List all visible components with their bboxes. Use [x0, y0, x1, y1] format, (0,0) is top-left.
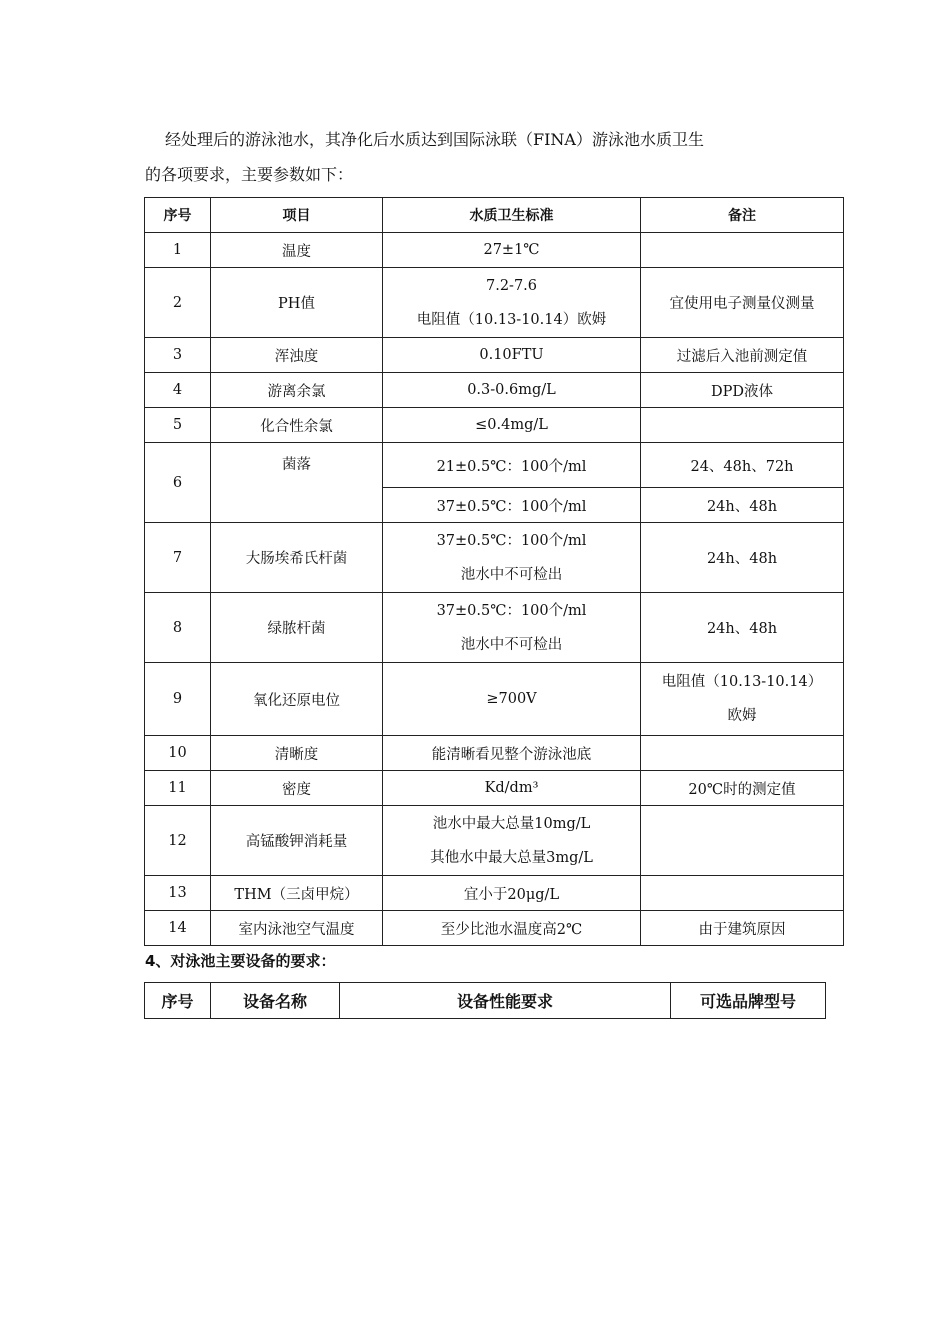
row-item: 高锰酸钾消耗量	[211, 806, 383, 876]
table-row	[145, 736, 844, 771]
row-standard	[383, 268, 641, 338]
row-standard: 至少比池水温度高2℃	[383, 911, 641, 946]
table-row	[145, 876, 844, 911]
row-note	[641, 663, 844, 736]
standard-line: 37±0.5℃：100个/ml	[436, 532, 587, 549]
row-standard: 0.3-0.6mg/L	[383, 373, 641, 408]
row-no: 4	[145, 373, 211, 408]
row-item: 化合性余氯	[211, 408, 383, 443]
row-standard: 0.10FTU	[383, 338, 641, 373]
row-note	[641, 736, 844, 771]
table-header-row	[145, 983, 826, 1019]
row-standard: ≥700V	[383, 663, 641, 736]
table-row	[145, 806, 844, 876]
row-standard: ≤0.4mg/L	[383, 408, 641, 443]
intro-line-1: 经处理后的游泳池水，其净化后水质达到国际泳联（FINA）游泳池水质卫生	[165, 130, 704, 149]
intro-line-2: 的各项要求，主要参数如下：	[145, 165, 354, 184]
table-row	[145, 771, 844, 806]
standard-line: 池水中最大总量10mg/L	[432, 815, 591, 832]
row-note	[641, 876, 844, 911]
row-note: 宜使用电子测量仪测量	[641, 268, 844, 338]
row-standard	[383, 523, 641, 593]
row-item: 游离余氯	[211, 373, 383, 408]
row-no: 10	[145, 736, 211, 771]
row-no: 5	[145, 408, 211, 443]
row-note: 由于建筑原因	[641, 911, 844, 946]
water-quality-table	[144, 197, 844, 946]
table-row	[145, 233, 844, 268]
header-brand-model: 可选品牌型号	[671, 983, 826, 1019]
row-note: 24h、48h	[641, 488, 844, 523]
row-standard: 能清晰看见整个游泳池底	[383, 736, 641, 771]
intro-paragraph	[145, 122, 825, 192]
row-item: 菌落	[211, 443, 383, 523]
row-note	[641, 806, 844, 876]
row-standard	[383, 806, 641, 876]
table-row	[145, 443, 844, 488]
row-item: 大肠埃希氏杆菌	[211, 523, 383, 593]
row-note: 24h、48h	[641, 523, 844, 593]
table-row	[145, 268, 844, 338]
row-standard: 27±1℃	[383, 233, 641, 268]
table-row	[145, 911, 844, 946]
table-row	[145, 373, 844, 408]
table-row	[145, 663, 844, 736]
row-item: 温度	[211, 233, 383, 268]
row-note	[641, 233, 844, 268]
row-no: 2	[145, 268, 211, 338]
row-item: THM（三卤甲烷）	[211, 876, 383, 911]
table-row	[145, 523, 844, 593]
row-standard: 宜小于20μg/L	[383, 876, 641, 911]
standard-line: 池水中不可检出	[460, 566, 563, 583]
header-note: 备注	[641, 198, 844, 233]
row-item: 室内泳池空气温度	[211, 911, 383, 946]
note-line: 电阻值（10.13-10.14）	[661, 674, 823, 690]
standard-line: 电阻值（10.13-10.14）欧姆	[416, 311, 607, 328]
row-item: 浑浊度	[211, 338, 383, 373]
row-no: 14	[145, 911, 211, 946]
row-standard	[383, 593, 641, 663]
row-note	[641, 408, 844, 443]
row-no: 7	[145, 523, 211, 593]
row-standard: 37±0.5℃：100个/ml	[383, 488, 641, 523]
table-row	[145, 338, 844, 373]
row-note: 过滤后入池前测定值	[641, 338, 844, 373]
row-item: 清晰度	[211, 736, 383, 771]
row-item: 密度	[211, 771, 383, 806]
row-item: 氧化还原电位	[211, 663, 383, 736]
row-note: 20℃时的测定值	[641, 771, 844, 806]
header-standard: 水质卫生标准	[383, 198, 641, 233]
table-row	[145, 408, 844, 443]
header-no: 序号	[145, 198, 211, 233]
row-no: 13	[145, 876, 211, 911]
note-line: 欧姆	[727, 708, 757, 724]
row-note: 24h、48h	[641, 593, 844, 663]
header-performance: 设备性能要求	[340, 983, 671, 1019]
row-no: 3	[145, 338, 211, 373]
table-header-row	[145, 198, 844, 233]
row-no: 12	[145, 806, 211, 876]
equipment-table	[144, 982, 826, 1019]
standard-line: 7.2-7.6	[485, 277, 538, 294]
row-no: 9	[145, 663, 211, 736]
section-heading: 4、对泳池主要设备的要求：	[145, 952, 336, 970]
row-standard: 21±0.5℃：100个/ml	[383, 443, 641, 488]
row-note: 24、48h、72h	[641, 443, 844, 488]
row-no: 8	[145, 593, 211, 663]
header-item: 项目	[211, 198, 383, 233]
row-no: 11	[145, 771, 211, 806]
row-note: DPD液体	[641, 373, 844, 408]
standard-line: 37±0.5℃：100个/ml	[436, 602, 587, 619]
row-item: 绿脓杆菌	[211, 593, 383, 663]
row-standard: Kd/dm³	[383, 771, 641, 806]
header-no: 序号	[145, 983, 211, 1019]
row-no: 6	[145, 443, 211, 523]
standard-line: 其他水中最大总量3mg/L	[430, 849, 593, 866]
row-no: 1	[145, 233, 211, 268]
table-row	[145, 593, 844, 663]
standard-line: 池水中不可检出	[460, 636, 563, 653]
header-equipment-name: 设备名称	[211, 983, 340, 1019]
row-item: PH值	[211, 268, 383, 338]
